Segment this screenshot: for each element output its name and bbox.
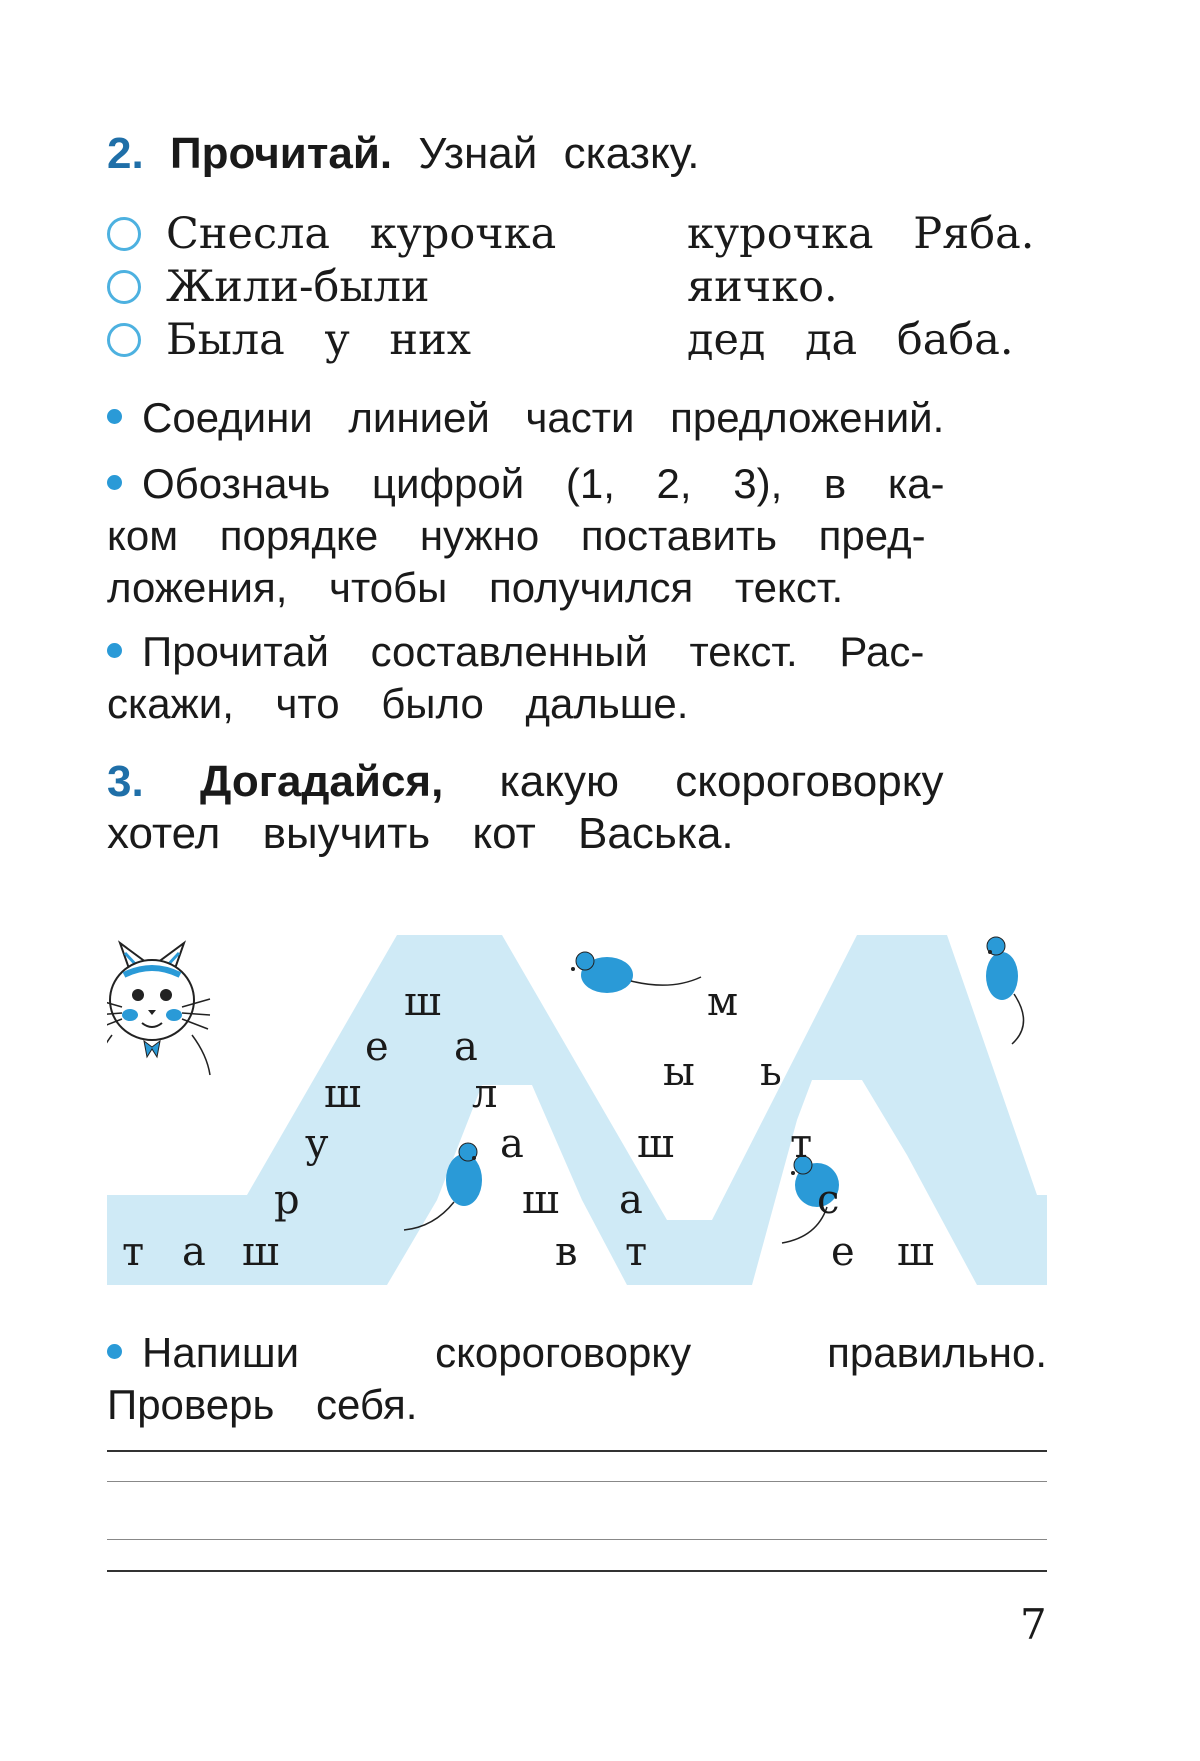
puzzle-letter: ш bbox=[897, 1229, 935, 1275]
mouse-icon bbox=[986, 937, 1024, 1044]
instruction-text: правильно. bbox=[827, 1329, 1047, 1376]
puzzle-letter: а bbox=[500, 1121, 524, 1167]
sentence-left-part[interactable]: Жили-были bbox=[166, 262, 430, 312]
answer-circle[interactable] bbox=[107, 323, 141, 357]
sentence-right-part[interactable]: курочка Ряба. bbox=[687, 209, 1035, 259]
mouse-icon bbox=[571, 952, 701, 993]
puzzle-letter: е bbox=[831, 1229, 855, 1275]
puzzle-letter: а bbox=[182, 1229, 206, 1275]
task-2-heading bbox=[107, 128, 700, 180]
puzzle-letter: ш bbox=[404, 979, 442, 1025]
puzzle-letter: ш bbox=[242, 1229, 280, 1275]
instruction-text: Соедини линией части предложений. bbox=[142, 394, 945, 441]
writing-line[interactable] bbox=[107, 1570, 1047, 1572]
sentence-right-part[interactable]: яичко. bbox=[687, 262, 838, 312]
bullet-icon bbox=[107, 643, 122, 658]
instruction-text: скороговорку bbox=[435, 1329, 692, 1376]
instruction-text: Напиши bbox=[142, 1329, 300, 1376]
instruction-text: ложения, чтобы получился текст. bbox=[107, 564, 844, 611]
bullet-icon bbox=[107, 409, 122, 424]
instruction-write bbox=[107, 1327, 1047, 1431]
bullet-icon bbox=[107, 475, 122, 490]
puzzle-letter: т bbox=[625, 1229, 648, 1275]
instruction-text: ком порядке нужно поставить пред- bbox=[107, 512, 926, 559]
sentence-right-part[interactable]: дед да баба. bbox=[687, 315, 1014, 365]
writing-line[interactable] bbox=[107, 1450, 1047, 1452]
puzzle-letter: в bbox=[555, 1229, 578, 1275]
puzzle-letter: м bbox=[707, 979, 739, 1025]
task-3-heading-line2: хотел выучить кот Васька. bbox=[107, 809, 734, 858]
tongue-twister-puzzle bbox=[107, 900, 1047, 1290]
instruction-text: Прочитай составленный текст. Рас- bbox=[142, 628, 925, 675]
puzzle-letter: у bbox=[305, 1121, 329, 1167]
bullet-icon bbox=[107, 1344, 122, 1359]
task-title: Догадайся, bbox=[199, 757, 444, 806]
task-subtitle: какую скороговорку bbox=[499, 757, 944, 806]
instruction-text: скажи, что было дальше. bbox=[107, 680, 689, 727]
puzzle-letter: ы bbox=[663, 1049, 695, 1095]
task-title: Прочитай. bbox=[169, 129, 393, 178]
writing-guide-line bbox=[107, 1481, 1047, 1482]
task-3-heading bbox=[107, 756, 943, 808]
puzzle-letter: ь bbox=[760, 1049, 782, 1095]
instruction-read bbox=[107, 626, 1047, 730]
instruction-text: Обозначь цифрой (1, 2, 3), в ка- bbox=[142, 460, 945, 507]
page-number: 7 bbox=[1020, 1600, 1047, 1649]
puzzle-letter: а bbox=[454, 1024, 478, 1070]
puzzle-letter: с bbox=[817, 1177, 840, 1223]
puzzle-letter: е bbox=[365, 1024, 389, 1070]
puzzle-letter: а bbox=[619, 1177, 643, 1223]
puzzle-letter: р bbox=[274, 1177, 300, 1223]
instruction-text: Проверь себя. bbox=[107, 1381, 418, 1428]
puzzle-letter: т bbox=[790, 1121, 813, 1167]
puzzle-letter: ш bbox=[637, 1121, 675, 1167]
cat-icon bbox=[107, 943, 210, 1075]
task-number: 3. bbox=[107, 757, 144, 806]
puzzle-letter: л bbox=[472, 1071, 498, 1117]
task-subtitle: Узнай сказку. bbox=[418, 129, 700, 178]
puzzle-letter: ш bbox=[522, 1177, 560, 1223]
puzzle-letter: ш bbox=[324, 1071, 362, 1117]
sentence-left-part[interactable]: Была у них bbox=[166, 315, 471, 365]
answer-circle[interactable] bbox=[107, 217, 141, 251]
puzzle-letter: т bbox=[122, 1229, 145, 1275]
instruction-order bbox=[107, 458, 1047, 614]
sentence-left-part[interactable]: Снесла курочка bbox=[166, 209, 557, 259]
writing-guide-line bbox=[107, 1539, 1047, 1540]
answer-circle[interactable] bbox=[107, 270, 141, 304]
instruction-connect bbox=[107, 392, 1047, 444]
task-number: 2. bbox=[107, 129, 144, 178]
